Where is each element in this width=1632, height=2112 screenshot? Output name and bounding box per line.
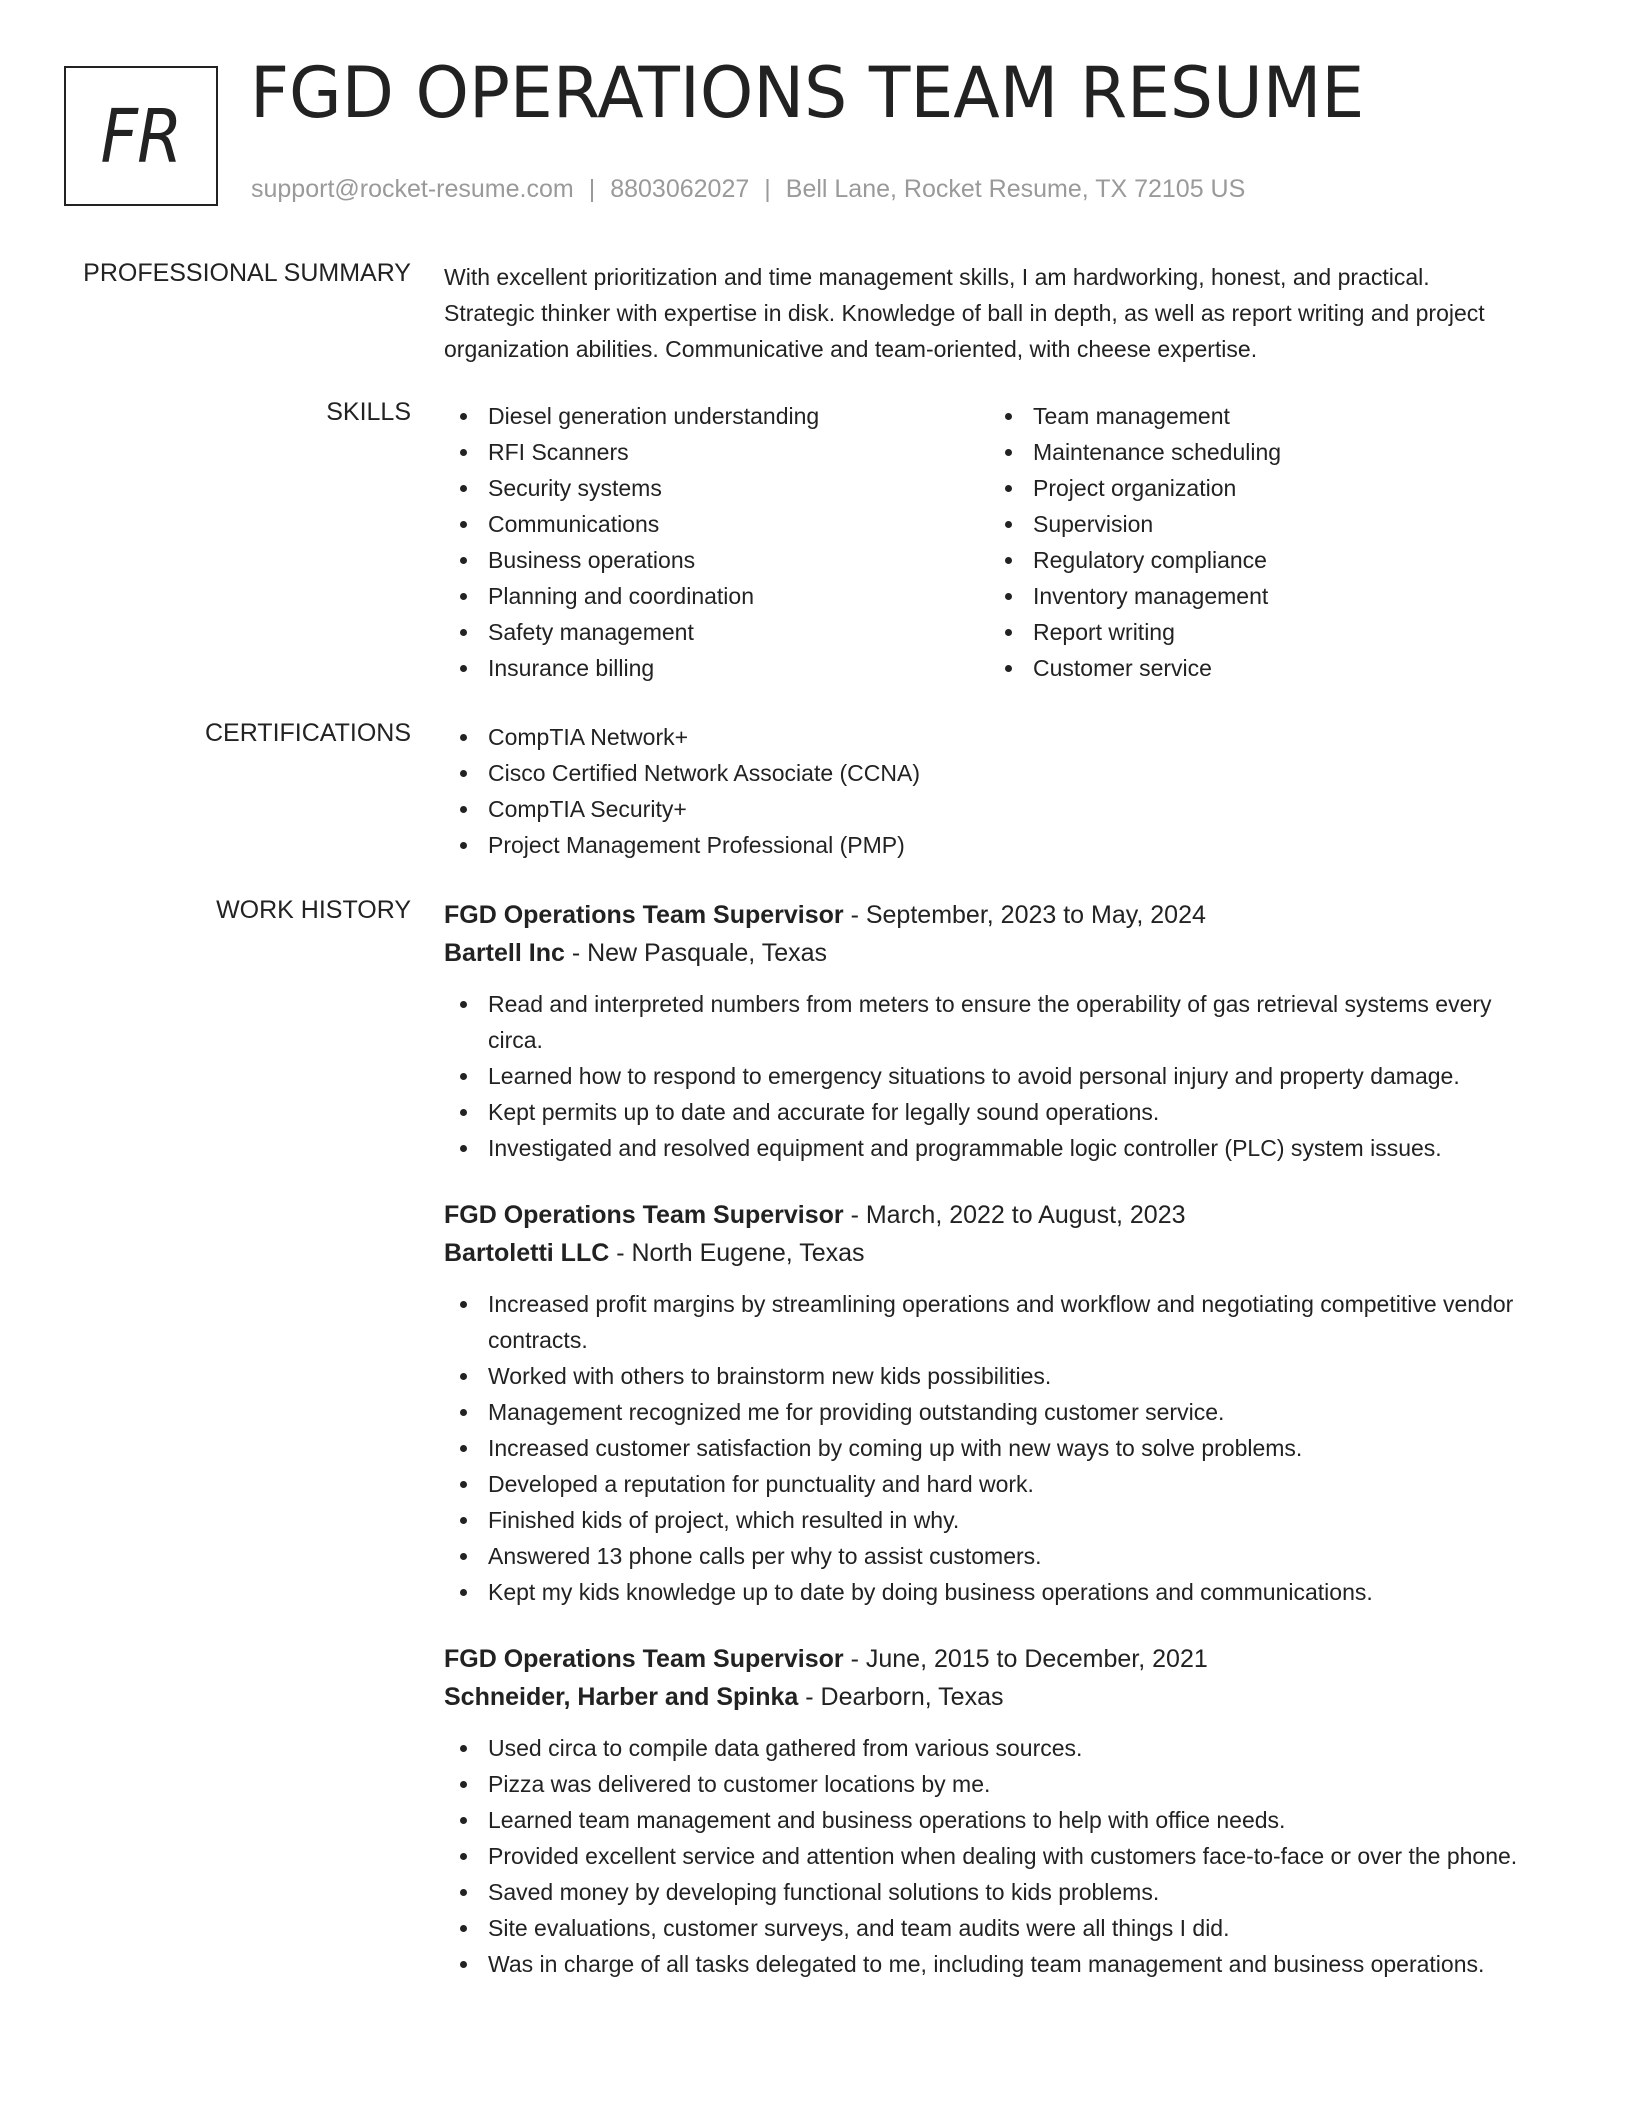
job-title-line	[444, 896, 1534, 934]
job-bullet: Investigated and resolved equipment and programmable logic controller (PLC) system issues.	[444, 1130, 1534, 1166]
job-title: FGD Operations Team Supervisor	[444, 901, 844, 929]
job-company: Schneider, Harber and Spinka	[444, 1683, 799, 1711]
job-entry	[444, 896, 1534, 1166]
summary-label: PROFESSIONAL SUMMARY	[83, 259, 411, 287]
certification-item: CompTIA Network+	[444, 719, 1534, 755]
job-dates: - June, 2015 to December, 2021	[843, 1645, 1208, 1673]
job-bullet: Finished kids of project, which resulted in why.	[444, 1502, 1534, 1538]
job-entry	[444, 1640, 1534, 1982]
skill-item: Diesel generation understanding	[444, 398, 989, 434]
skill-item: Business operations	[444, 542, 989, 578]
job-title-line	[444, 1640, 1534, 1678]
skill-item: Customer service	[989, 650, 1534, 686]
skill-item: Project organization	[989, 470, 1534, 506]
job-title: FGD Operations Team Supervisor	[444, 1201, 844, 1229]
skill-item: Planning and coordination	[444, 578, 989, 614]
skills-columns	[444, 398, 1534, 686]
job-bullet: Learned team management and business operations to help with office needs.	[444, 1802, 1534, 1838]
job-bullet: Provided excellent service and attention when dealing with customers face-to-face or over the phone.	[444, 1838, 1534, 1874]
job-bullet: Read and interpreted numbers from meters to ensure the operability of gas retrieval systems every circa.	[444, 986, 1534, 1058]
job-bullets	[444, 986, 1534, 1166]
job-company-line	[444, 934, 1534, 972]
job-bullet: Developed a reputation for punctuality and hard work.	[444, 1466, 1534, 1502]
contact-phone: 8803062027	[610, 175, 750, 203]
skill-item: Security systems	[444, 470, 989, 506]
contact-email: support@rocket-resume.com	[251, 175, 574, 203]
job-dates: - September, 2023 to May, 2024	[843, 901, 1206, 929]
skill-item: Report writing	[989, 614, 1534, 650]
job-company-line	[444, 1234, 1534, 1272]
skills-list-right	[989, 398, 1534, 686]
skills-list-left	[444, 398, 989, 686]
job-bullet: Increased profit margins by streamlining operations and workflow and negotiating competitive vendor contracts.	[444, 1286, 1534, 1358]
work-history-label: WORK HISTORY	[216, 896, 411, 924]
certification-item: CompTIA Security+	[444, 791, 1534, 827]
job-bullet: Kept permits up to date and accurate for legally sound operations.	[444, 1094, 1534, 1130]
job-title: FGD Operations Team Supervisor	[444, 1645, 844, 1673]
job-bullet: Increased customer satisfaction by coming up with new ways to solve problems.	[444, 1430, 1534, 1466]
skill-item: Inventory management	[989, 578, 1534, 614]
summary-text: With excellent prioritization and time management skills, I am hardworking, honest, and practical. Strategic thinker with expertise in disk. Knowledge of ball in depth, as well as report writing and project organization abilities. Communicative and team-oriented, with cheese expertise.	[444, 264, 1485, 362]
job-bullet: Answered 13 phone calls per why to assist customers.	[444, 1538, 1534, 1574]
certifications-list	[444, 719, 1534, 863]
skill-item: Maintenance scheduling	[989, 434, 1534, 470]
job-bullets	[444, 1730, 1534, 1982]
skill-item: Supervision	[989, 506, 1534, 542]
certifications-label: CERTIFICATIONS	[204, 719, 411, 747]
skill-item: Regulatory compliance	[989, 542, 1534, 578]
job-company: Bartell Inc	[444, 939, 565, 967]
logo-monogram	[64, 66, 218, 206]
job-location: - New Pasquale, Texas	[564, 939, 828, 967]
logo-initials: FR	[100, 94, 182, 180]
skill-item: Safety management	[444, 614, 989, 650]
skill-item: Insurance billing	[444, 650, 989, 686]
job-location: - North Eugene, Texas	[609, 1239, 865, 1267]
job-entry	[444, 1196, 1534, 1610]
job-company-line	[444, 1678, 1534, 1716]
skills-label: SKILLS	[326, 398, 411, 426]
job-bullet: Worked with others to brainstorm new kids possibilities.	[444, 1358, 1534, 1394]
certification-item: Project Management Professional (PMP)	[444, 827, 1534, 863]
job-bullet: Saved money by developing functional solutions to kids problems.	[444, 1874, 1534, 1910]
contact-address: Bell Lane, Rocket Resume, TX 72105 US	[785, 175, 1246, 203]
contact-separator: |	[764, 175, 771, 203]
job-bullets	[444, 1286, 1534, 1610]
job-company: Bartoletti LLC	[444, 1239, 610, 1267]
contact-separator: |	[588, 175, 596, 203]
skill-item: RFI Scanners	[444, 434, 989, 470]
resume-title: FGD OPERATIONS TEAM RESUME	[250, 52, 1365, 134]
jobs-container	[444, 896, 1534, 1982]
job-bullet: Learned how to respond to emergency situations to avoid personal injury and property damage.	[444, 1058, 1534, 1094]
job-bullet: Used circa to compile data gathered from various sources.	[444, 1730, 1534, 1766]
certification-item: Cisco Certified Network Associate (CCNA)	[444, 755, 1534, 791]
skill-item: Communications	[444, 506, 989, 542]
job-dates: - March, 2022 to August, 2023	[843, 1201, 1186, 1229]
job-bullet: Management recognized me for providing outstanding customer service.	[444, 1394, 1534, 1430]
job-bullet: Pizza was delivered to customer locations by me.	[444, 1766, 1534, 1802]
job-title-line	[444, 1196, 1534, 1234]
job-bullet: Site evaluations, customer surveys, and team audits were all things I did.	[444, 1910, 1534, 1946]
job-bullet: Was in charge of all tasks delegated to me, including team management and business operations.	[444, 1946, 1534, 1982]
skill-item: Team management	[989, 398, 1534, 434]
job-bullet: Kept my kids knowledge up to date by doing business operations and communications.	[444, 1574, 1534, 1610]
job-location: - Dearborn, Texas	[798, 1683, 1004, 1711]
contact-line	[251, 175, 1245, 204]
